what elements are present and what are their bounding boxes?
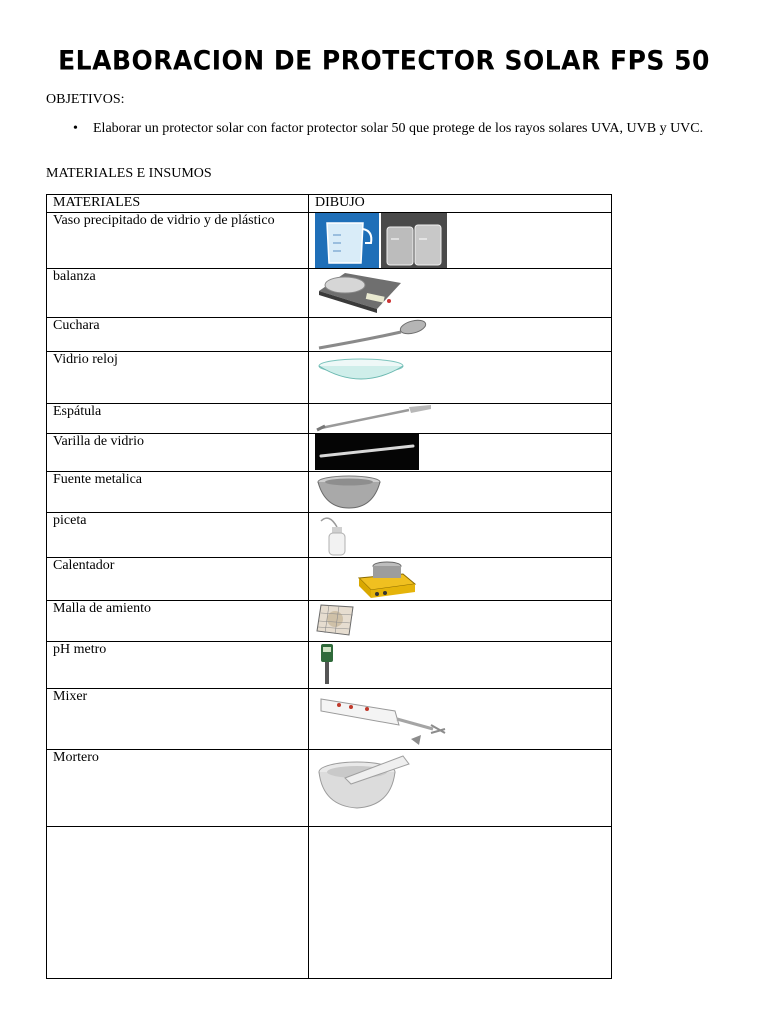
material-name: Vaso precipitado de vidrio y de plástico: [47, 213, 309, 269]
table-row: [47, 269, 612, 318]
header-materials: MATERIALES: [47, 195, 309, 213]
material-name: [47, 827, 309, 979]
scale-image: [315, 269, 405, 315]
material-name: Cuchara: [47, 318, 309, 352]
table-row: [47, 689, 612, 750]
table-row: [47, 750, 612, 827]
material-name: pH metro: [47, 642, 309, 689]
materials-table: [46, 194, 612, 979]
table-row: [47, 352, 612, 404]
material-name: Fuente metalica: [47, 472, 309, 513]
table-row: [47, 404, 612, 434]
table-row: [47, 472, 612, 513]
material-name: Espátula: [47, 404, 309, 434]
material-name: Vidrio reloj: [47, 352, 309, 404]
table-row: [47, 601, 612, 642]
mortar-pestle-image: [315, 750, 415, 814]
beaker-image: [315, 213, 447, 269]
material-name: piceta: [47, 513, 309, 558]
objectives-heading: OBJETIVOS:: [46, 92, 125, 107]
material-name: Malla de amiento: [47, 601, 309, 642]
materials-heading: MATERIALES E INSUMOS: [46, 166, 212, 181]
hot-plate-image: [343, 558, 421, 601]
material-name: Calentador: [47, 558, 309, 601]
material-name: Mixer: [47, 689, 309, 750]
spoon-image: [315, 318, 427, 352]
metal-bowl-image: [315, 472, 383, 510]
table-row: [47, 213, 612, 269]
wire-gauze-image: [315, 601, 357, 637]
table-row: [47, 558, 612, 601]
objective-item: • Elaborar un protector solar con factor protector solar 50 que protege de los rayos solares UVA, UVB y UVC.: [73, 120, 723, 138]
table-row: [47, 827, 612, 979]
hand-mixer-image: [315, 689, 453, 749]
spatula-image: [315, 404, 433, 434]
table-header-row: [47, 195, 612, 213]
material-name: Varilla de vidrio: [47, 434, 309, 472]
table-row: [47, 434, 612, 472]
watch-glass-image: [315, 352, 407, 392]
material-name: balanza: [47, 269, 309, 318]
table-row: [47, 642, 612, 689]
ph-meter-image: [315, 642, 339, 688]
glass-rod-image: [315, 434, 419, 470]
table-row: [47, 318, 612, 352]
objectives-list: [73, 120, 723, 138]
document-title: ELABORACION DE PROTECTOR SOLAR FPS 50: [58, 44, 710, 77]
header-drawing: DIBUJO: [309, 195, 612, 213]
drawing-cell-empty: [309, 827, 612, 979]
material-name: Mortero: [47, 750, 309, 827]
wash-bottle-image: [315, 513, 355, 557]
table-row: [47, 513, 612, 558]
